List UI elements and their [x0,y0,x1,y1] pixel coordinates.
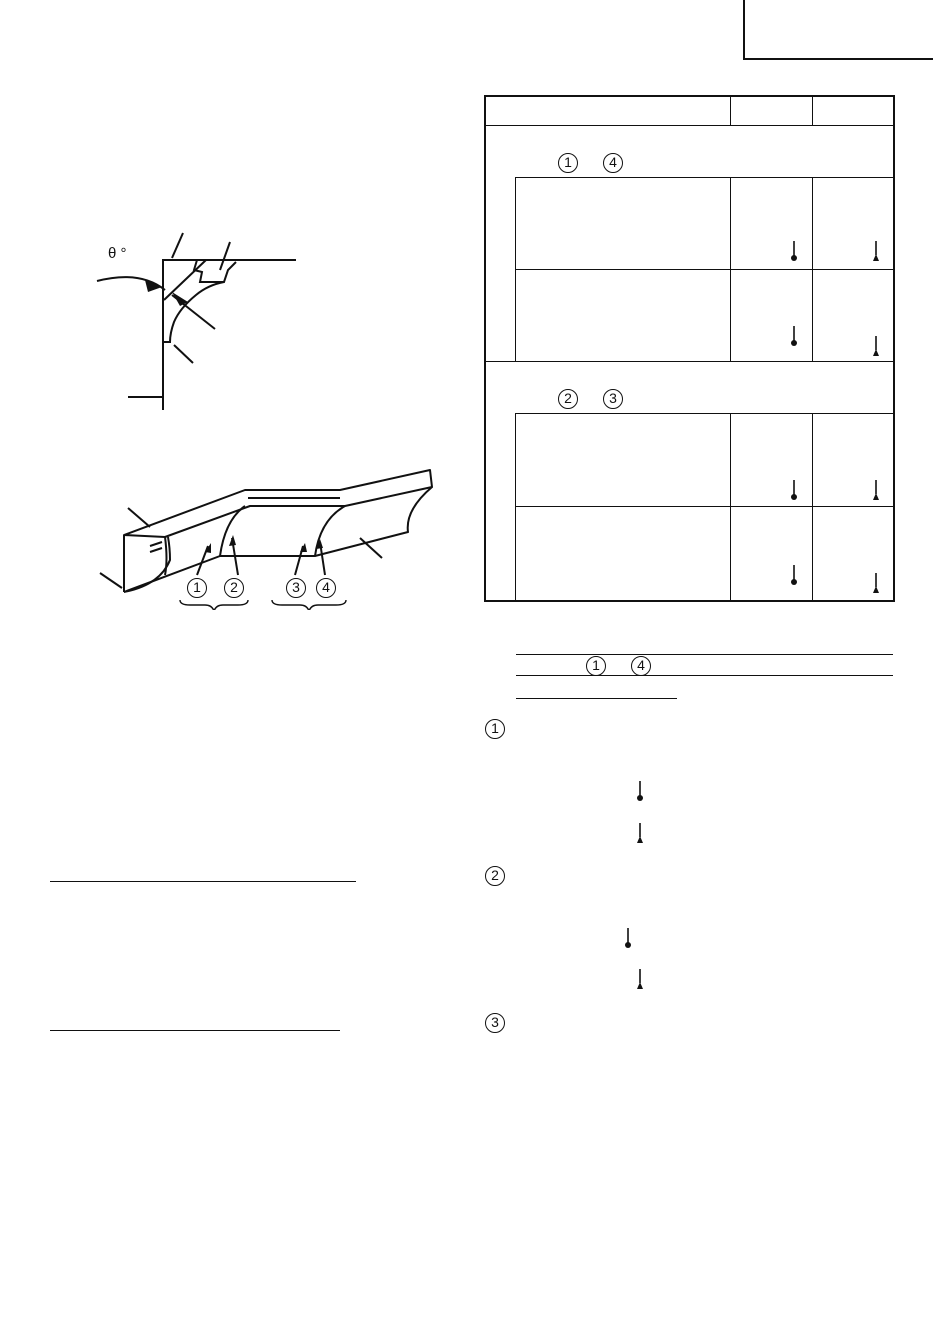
group-a-number-1: 1 [558,153,578,173]
part-number-4: 4 [316,578,336,598]
left-underline-1 [50,881,356,882]
pin-dot-icon [623,927,633,949]
notes-item-number-3: 3 [485,1013,505,1033]
left-underline-2 [50,1030,340,1031]
notes-subheading-underline [516,698,677,699]
crown-molding-top-view-diagram [80,225,310,415]
group-b-left-line [515,413,516,602]
part-number-3: 3 [286,578,306,598]
table-outer-border [484,95,895,602]
group-a-mid-line [515,269,895,270]
notes-item-number-2: 2 [485,866,505,886]
pin-dot-icon [789,564,799,586]
group-a-col-line-1 [730,177,731,361]
pin-triangle-icon [871,572,881,594]
notes-heading-number-4: 4 [631,656,651,676]
angle-label: θ ° [108,245,127,262]
part-number-1: 1 [187,578,207,598]
notes-heading-top-line [516,654,893,655]
pin-triangle-icon [871,240,881,262]
notes-item-number-1: 1 [485,719,505,739]
pin-triangle-icon [871,335,881,357]
part-number-2: 2 [224,578,244,598]
group-b-top-line [515,413,895,414]
header-bottom-line [484,125,895,126]
group-b-col-line-1 [730,413,731,602]
header-divider-1 [730,95,731,125]
notes-heading-number-1: 1 [586,656,606,676]
crown-molding-perspective-diagram [95,465,440,610]
pin-dot-icon [789,240,799,262]
pin-triangle-icon [871,479,881,501]
pin-triangle-icon [635,968,645,990]
bevel-angle-table [484,95,895,602]
group-a-col-line-2 [812,177,813,361]
group-b-number-2: 2 [558,389,578,409]
group-b-number-3: 3 [603,389,623,409]
pin-triangle-icon [635,822,645,844]
pin-dot-icon [789,325,799,347]
pin-dot-icon [789,479,799,501]
pin-dot-icon [635,780,645,802]
group-b-mid-line [515,506,895,507]
header-divider-2 [812,95,813,125]
page-tab-box [743,0,933,60]
group-b-col-line-2 [812,413,813,602]
notes-heading-bottom-line [516,675,893,676]
group-divider-line [484,361,895,362]
group-a-top-line [515,177,895,178]
group-a-number-4: 4 [603,153,623,173]
